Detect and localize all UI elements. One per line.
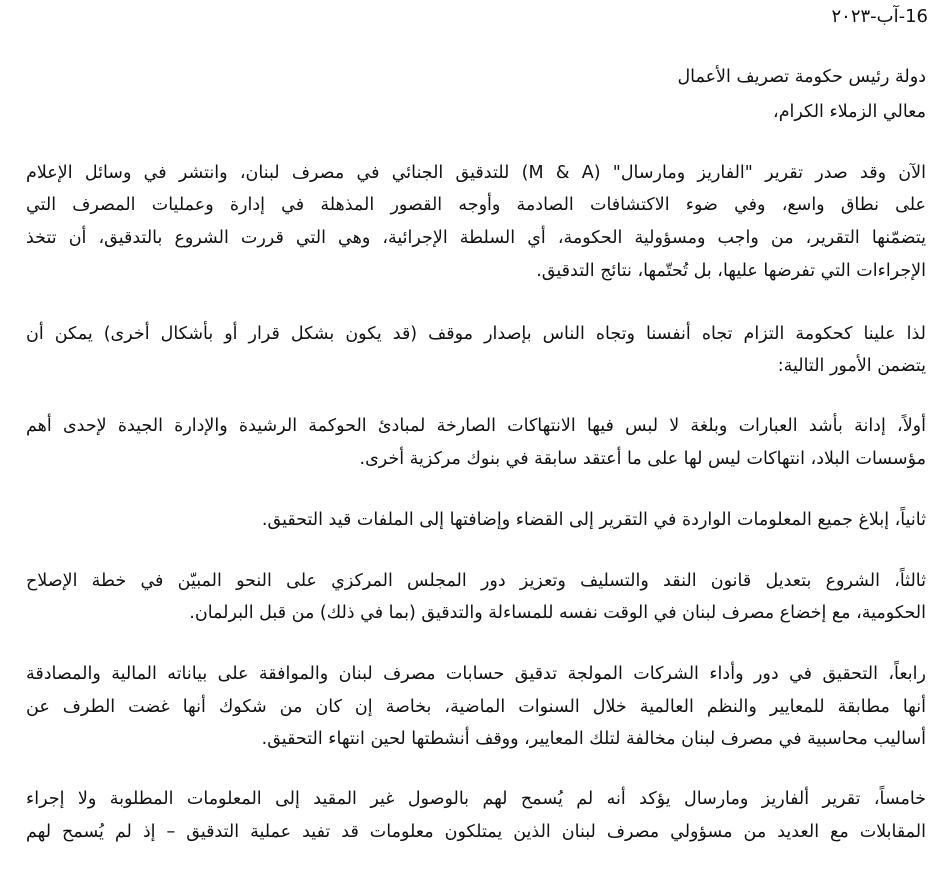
paragraph-1-line-3: يتضمّنها التقرير، من واجب ومسؤولية الحكومة، أي السلطة الإجرائية، وهي التي قررت الشروع بالتدقيق، أن تتخذ [26,228,926,248]
paragraph-2-line-1: لذا علينا كحكومة التزام تجاه أنفسنا وتجاه الناس بإصدار موقف (قد يكون بشكل قرار أو بأشكال أخرى) يمكن أن [26,324,926,344]
paragraph-3-line-1: أولاً، إدانة بأشد العبارات وبلغة لا لبس فيها الانتهاكات الصارخة لمبادئ الحوكمة الرشيدة والإدارة الجيدة لإحدى أهم [26,416,926,436]
paragraph-2-line-2: يتضمن الأمور التالية: [777,356,926,376]
paragraph-6-line-3: أساليب محاسبية في مصرف لبنان مخالفة لتلك المعايير، ووقف أنشطتها لحين انتهاء التحقيق. [261,729,926,749]
paragraph-7-line-2: المقابلات مع العديد من مسؤولي مصرف لبنان الذين يمتلكون معلومات قد تفيد عملية التدقيق – إذ لم يُسمح لهم [26,822,926,842]
paragraph-5-line-1: ثالثاً، الشروع بتعديل قانون النقد والتسليف وتعزيز دور المجلس المركزي على النحو المبيّن في خطة الإصلاح [26,571,926,591]
paragraph-1-line-2: على نطاق واسع، وفي ضوء الاكتشافات الصادمة وأوجه القصور المذهلة في إدارة وعمليات المصرف التي [26,195,926,215]
recipient-line: دولة رئيس حكومة تصريف الأعمال [677,67,926,87]
paragraph-1-line-4: الإجراءات التي تفرضها عليها، بل تُحتّمها، نتائج التدقيق. [536,261,926,281]
letter-date: 16-آب-٢٠٢٣ [831,6,928,27]
paragraph-5-line-2: الحكومية، مع إخضاع مصرف لبنان في الوقت نفسه للمساءلة والتدقيق (بما في ذلك) من قبل البرلمان. [189,603,926,623]
paragraph-7-line-1: خامساً، تقرير ألفاريز ومارسال يؤكد أنه لم يُسمح لهم بالوصول غير المقيد إلى المعلومات المطلوبة ولا إجراء [26,789,926,809]
paragraph-6-line-1: رابعاً، التحقيق في دور وأداء الشركات المولجة تدقيق حسابات مصرف لبنان والموافقة على بياناته المالية والمصادقة [26,664,926,684]
paragraph-6-line-2: أنها مطابقة للمعايير والنظم العالمية خلال السنوات الماضية، بخاصة إن كان من شكوك أنها غضت الطرف عن [26,697,926,717]
paragraph-4-line-1: ثانياً، إبلاغ جميع المعلومات الواردة في التقرير إلى القضاء وإضافتها إلى الملفات قيد التحقيق. [261,510,926,530]
greeting-line: معالي الزملاء الكرام، [773,102,926,122]
paragraph-3-line-2: مؤسسات البلاد، انتهاكات ليس لها على ما أعتقد سابقة في بنوك مركزية أخرى. [359,449,926,469]
paragraph-1-line-1: الآن وقد صدر تقرير "الفاريز ومارسال" (M & A) للتدقيق الجنائي في مصرف لبنان، وانتشر في وسائل الإعلام [26,163,926,183]
